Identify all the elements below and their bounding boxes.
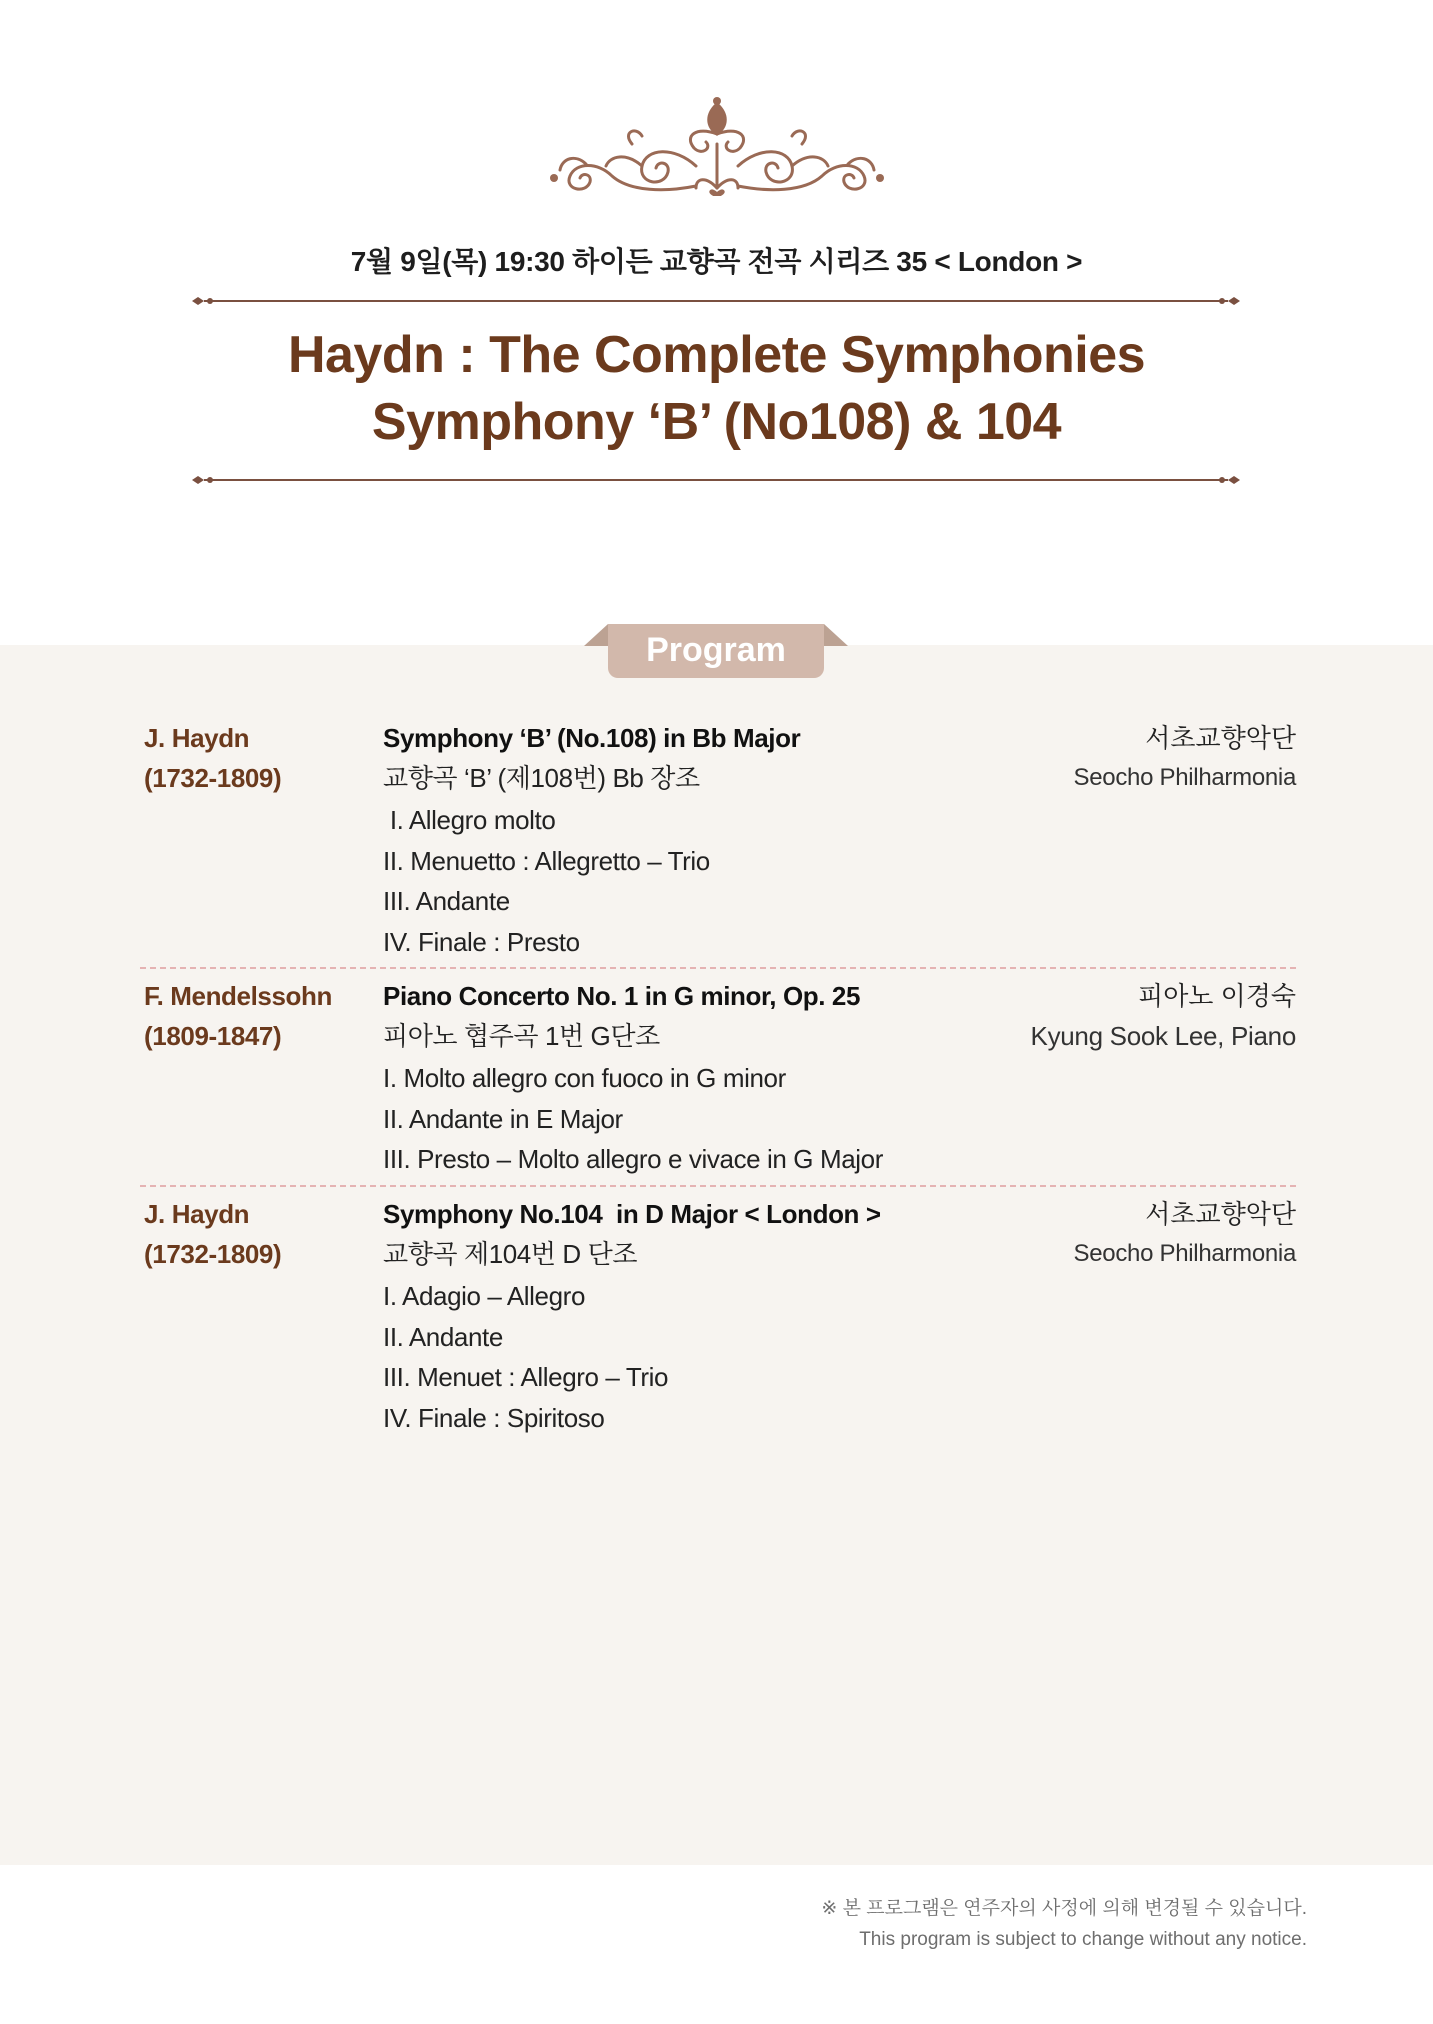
performer-english: Seocho Philharmonia xyxy=(1073,1240,1296,1267)
composer xyxy=(144,1194,364,1274)
performer-korean: 피아노 이경숙 xyxy=(1138,981,1296,1011)
composer xyxy=(144,976,364,1056)
flourish-ornament-icon xyxy=(546,96,888,196)
composer-name: J. Haydn xyxy=(144,1199,250,1229)
movement: II. Andante in E Major xyxy=(383,1103,623,1134)
movement: II. Menuetto : Allegretto – Trio xyxy=(383,845,710,876)
performer xyxy=(936,1194,1296,1274)
performer xyxy=(936,976,1296,1056)
concert-date-line: 7월 9일(목) 19:30 하이든 교향곡 전곡 시리즈 35 < London > xyxy=(350,246,1083,277)
change-notice xyxy=(821,1893,1307,1955)
movement: IV. Finale : Presto xyxy=(383,926,580,957)
section-divider xyxy=(140,1185,1296,1187)
work xyxy=(383,976,943,1180)
movement-list xyxy=(383,1276,943,1438)
program-label-tab: Program xyxy=(608,624,824,678)
movement: I. Molto allegro con fuoco in G minor xyxy=(383,1063,786,1093)
title-line-1: Haydn : The Complete Symphonies xyxy=(287,326,1146,384)
performer-korean: 서초교향악단 xyxy=(1145,1199,1296,1229)
performer xyxy=(936,718,1296,798)
tab-fold-right xyxy=(824,624,848,646)
work-title-korean: 교향곡 ‘B’ (제108번) Bb 장조 xyxy=(383,763,700,793)
composer-name: J. Haydn xyxy=(144,723,250,753)
page-title xyxy=(0,322,1433,456)
movement: III. Presto – Molto allegro e vivace in G Major xyxy=(383,1144,883,1174)
movement-list xyxy=(383,800,943,962)
title-line-2: Symphony ‘B’ (No108) & 104 xyxy=(371,393,1062,451)
movement: III. Andante xyxy=(383,886,510,916)
notice-english: This program is subject to change without any notice. xyxy=(859,1929,1307,1950)
composer-years: (1809-1847) xyxy=(144,1021,282,1051)
decorative-rule-top xyxy=(190,291,1242,311)
work-title-korean: 피아노 협주곡 1번 G단조 xyxy=(383,1021,660,1051)
movement: II. Andante xyxy=(383,1321,503,1352)
decorative-rule-bottom xyxy=(190,470,1242,490)
movement-list xyxy=(383,1058,943,1180)
work xyxy=(383,1194,943,1438)
composer-years: (1732-1809) xyxy=(144,1239,282,1269)
work xyxy=(383,718,943,962)
work-title: Symphony ‘B’ (No.108) in Bb Major xyxy=(383,723,801,753)
composer xyxy=(144,718,364,798)
movement: I. Adagio – Allegro xyxy=(383,1281,585,1311)
movement: IV. Finale : Spiritoso xyxy=(383,1402,605,1433)
performer-english: Seocho Philharmonia xyxy=(1073,764,1296,791)
performer-english: Kyung Sook Lee, Piano xyxy=(1030,1021,1296,1051)
composer-name: F. Mendelssohn xyxy=(144,981,332,1011)
work-title: Piano Concerto No. 1 in G minor, Op. 25 xyxy=(383,981,861,1011)
tab-fold-left xyxy=(584,624,608,646)
composer-years: (1732-1809) xyxy=(144,763,282,793)
section-divider xyxy=(140,967,1296,969)
notice-korean: ※ 본 프로그램은 연주자의 사정에 의해 변경될 수 있습니다. xyxy=(821,1898,1307,1919)
work-title: Symphony No.104 in D Major < London > xyxy=(383,1199,881,1229)
work-title-korean: 교향곡 제104번 D 단조 xyxy=(383,1239,638,1269)
movement: III. Menuet : Allegro – Trio xyxy=(383,1362,669,1392)
performer-korean: 서초교향악단 xyxy=(1145,723,1296,753)
movement: I. Allegro molto xyxy=(383,805,556,835)
